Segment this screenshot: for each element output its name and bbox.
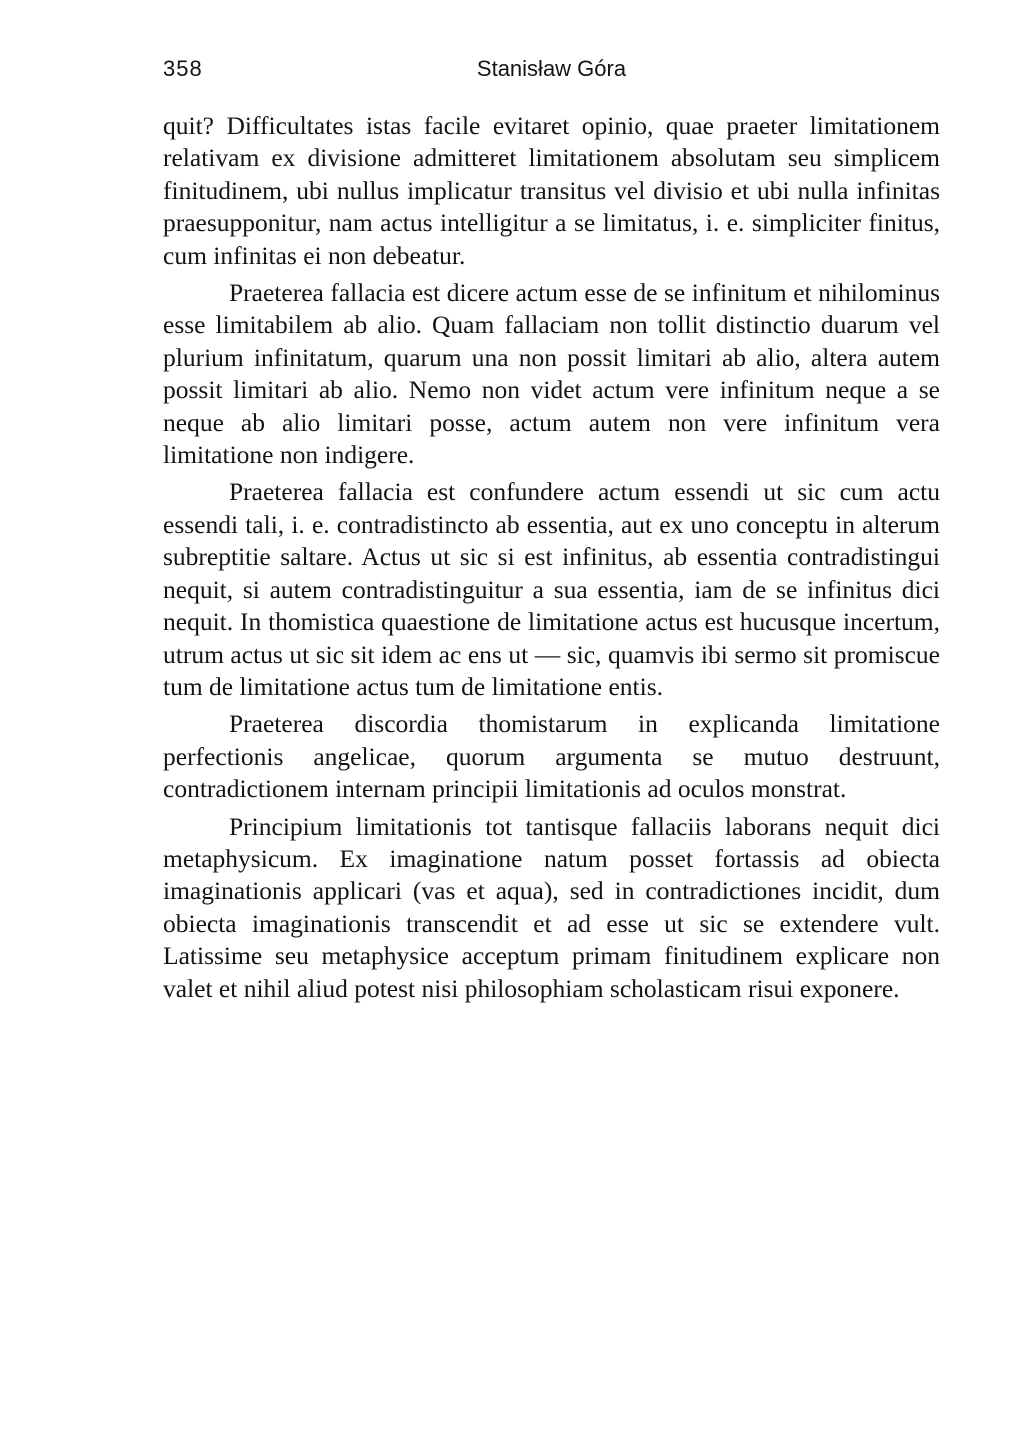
page-number: 358 [163, 56, 203, 81]
paragraph: Praeterea fallacia est dicere actum esse de se infinitum et nihilominus esse limitabilem ab alio. Quam fallaciam non tollit distinctio duarum vel plurium infinitatum, quarum una non possit limitari ab alio, altera autem possit limitari ab alio. Nemo non videt actum vere infinitum neque a se neque ab alio limitari posse, actum autem non vere infinitum vera limitatione non indigere. [163, 278, 940, 470]
paragraph: Praeterea fallacia est confundere actum essendi ut sic cum actu essendi tali, i. e. contradistincto ab essentia, aut ex uno conceptu in alterum subreptitie saltare. Actus ut sic si est infinitus, ab essentia contradistingui nequit, si autem contradistinguitur a sua essentia, iam de se infinitus dici nequit. In thomistica quaestione de limitatione actus est hucusque incertum, utrum actus ut sic sit idem ac ens ut — sic, quamvis ibi sermo sit promiscue tum de limitatione actus tum de limitatione entis. [163, 477, 940, 701]
page-header [163, 52, 940, 86]
paragraph-continuation: quit? Difficultates istas facile evitaret opinio, quae praeter limitationem relativam ex divisione admitteret limitationem absolutam seu simplicem finitudinem, ubi nullus implicatur transitus vel divisio et ubi nulla infinitas praesupponitur, nam actus intelligitur a se limitatus, i. e. simpliciter finitus, cum infinitas ei non debeatur. [163, 111, 940, 270]
running-head-author: Stanisław Góra [476, 56, 627, 81]
paragraph: Praeterea discordia thomistarum in explicanda limitatione perfectionis angelicae, quorum argumenta se mutuo destruunt, contradictionem internam principii limitationis ad oculos monstrat. [163, 709, 940, 804]
body-text [163, 110, 940, 1005]
paragraph: Principium limitationis tot tantisque fallaciis laborans nequit dici metaphysicum. Ex imaginatione natum posset fortassis ad obiecta imaginationis applicari (vas et aqua), sed in contradictiones incidit, dum obiecta imaginationis transcendit et ad esse ut sic se extendere vult. Latissime seu metaphysice acceptum primam finitudinem explicare non valet et nihil aliud potest nisi philosophiam scholasticam risui exponere. [163, 811, 940, 1003]
